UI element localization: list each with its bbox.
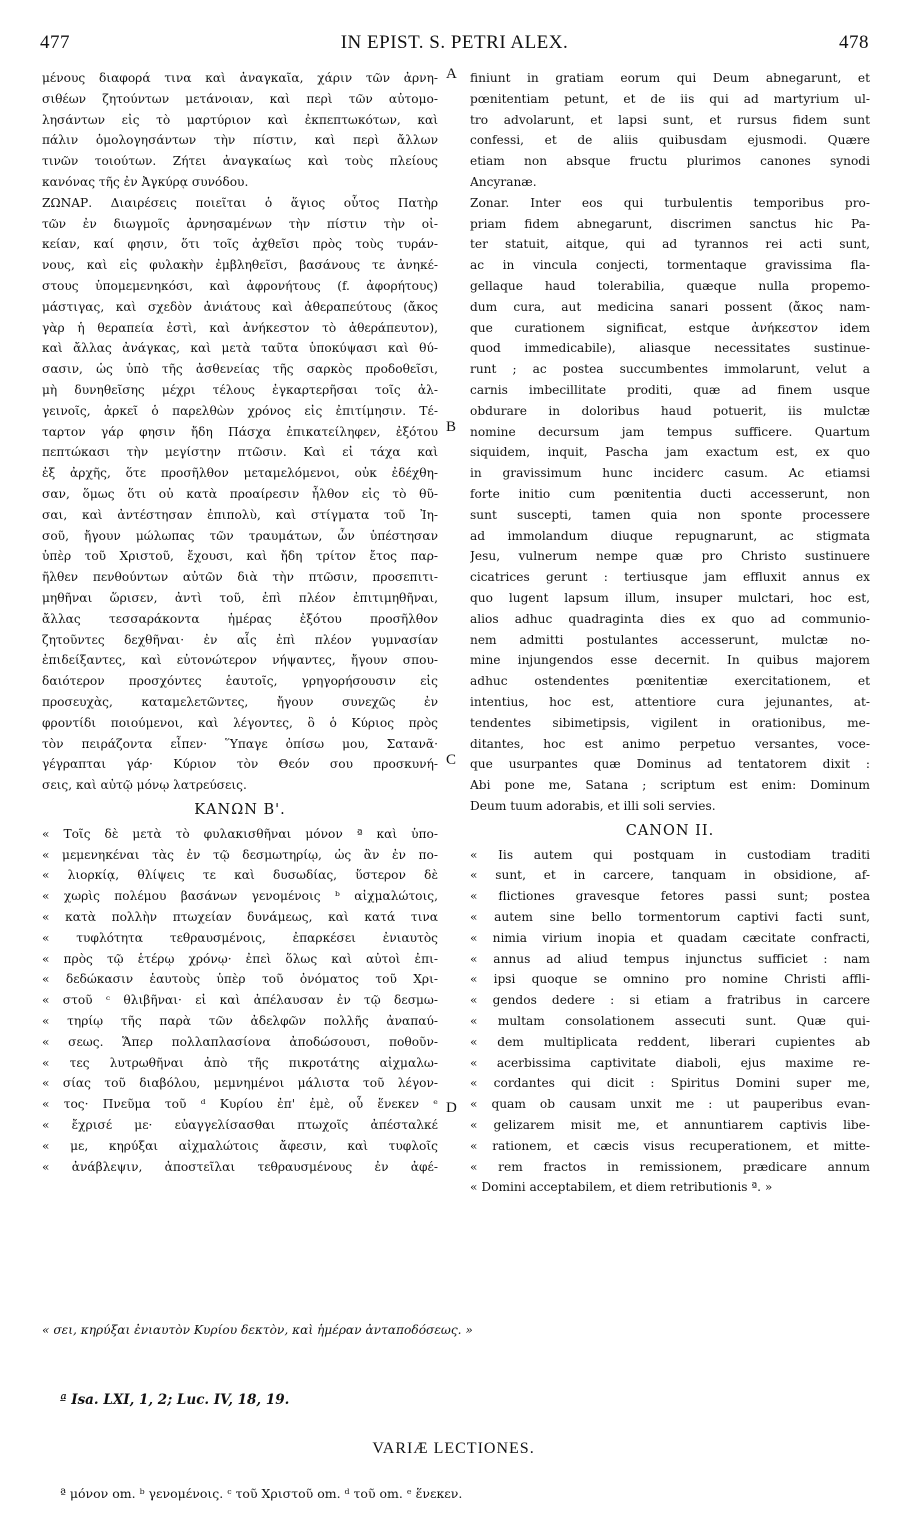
canon-line: « Domini acceptabilem, et diem retributionis ª. » — [470, 1180, 773, 1195]
text-line: τινῶν τοιούτων. Ζήτει ἀναγκαίως καὶ τοὺς πλείους — [42, 154, 438, 169]
margin-letter-a: A — [446, 66, 457, 82]
text-line: dum cura, aut medicina sanari possent (ἄκος nam- — [470, 299, 870, 314]
text-line: finiunt in gratiam eorum qui Deum abnegarunt, et — [470, 71, 870, 85]
text-line: carnis imbecillitate proditi, quæ ad finem usque — [470, 382, 870, 397]
text-line: runt ; ac postea succumbentes immolarunt, velut a — [470, 362, 870, 377]
canon-line: « Τοῖς δὲ μετὰ τὸ φυλακισθῆναι μόνον ª καὶ ὑπο- — [42, 826, 438, 841]
text-line: que curationem significat, estque ἀνήκεστον idem — [470, 320, 870, 335]
canon-line: « ipsi quoque se omnino pro nomine Christi affli- — [470, 972, 870, 987]
text-line: mine injungendos esse decernit. In quibus majorem — [470, 653, 870, 668]
text-line: quo lugent lapsum illum, insuper mulctari, hoc est, — [470, 590, 870, 605]
text-line: μένους διαφορά τινα καὶ ἀναγκαῖα, χάριν τῶν ἀρνη- — [42, 71, 438, 85]
canon-line: « rationem, et cæcis visus recuperationem, et mitte- — [470, 1138, 870, 1153]
canon-line: « nimia virium inopia et quadam cæcitate confracti, — [470, 930, 870, 945]
text-line: κείαν, καί φησιν, ὅτι τοῖς ἀχθεῖσι πρὸς τοὺς τυράν- — [42, 237, 438, 252]
running-title: IN EPIST. S. PETRI ALEX. — [340, 32, 569, 53]
canon-line: « χωρὶς πολέμου βασάνων γενομένοις ᵇ αἰχμαλώτοις, — [42, 889, 438, 904]
canon-line: « ἔχρισέ με· εὐαγγελίσασθαι πτωχοῖς ἀπέσταλκέ — [42, 1118, 438, 1133]
canon-line: « quam ob causam unxit me : ut pauperibus evan- — [470, 1097, 870, 1112]
canon-line: « flictiones gravesque fetores passi sunt; postea — [470, 889, 870, 904]
text-line: πάλιν ὁμολογησάντων τὴν πίστιν, καὶ περὶ ἄλλων — [42, 133, 438, 148]
text-line: Abi pone me, Satana ; scriptum est enim: Dominum — [470, 778, 870, 793]
canon-line: « rem fractos in remissionem, prædicare annum — [470, 1159, 870, 1174]
text-line: δαιότερον προσχόντες ἑαυτοῖς, γρηγορήσουσιν εἰς — [42, 674, 438, 689]
text-line: μηθῆναι ὥρισεν, ἀντὶ τοῦ, ἐπὶ πλέον ἐπιτιμηθῆναι, — [42, 590, 438, 605]
text-line: nomine decursum jam tempus sufficere. Quartum — [470, 424, 870, 439]
text-line: que usurpantes quæ Dominus ad tentatorem dixit : — [470, 757, 870, 772]
canon-line: « τυφλότητα τεθραυσμένοις, ἐπαρκέσει ἐνιαυτὸς — [42, 930, 438, 945]
text-line: ῆλθεν πενθούντων αὐτῶν διὰ τὴν πτῶσιν, προσεπιτι- — [42, 570, 438, 585]
text-line: tro advolarunt, et lapsi sunt, et rursus fidem sunt — [470, 112, 870, 127]
canon-line: « δεδώκασιν ἑαυτοὺς ὑπὲρ τοῦ ὀνόματος τοῦ Χρι- — [42, 972, 438, 987]
variae-lectiones-title: VARIÆ LECTIONES. — [372, 1440, 535, 1457]
canon-line: « με, κηρύξαι αἰχμαλώτοις ἄφεσιν, καὶ τυφλοῖς — [42, 1138, 438, 1153]
text-line: τὸν πειράζοντα εἶπεν· Ὕπαγε ὀπίσω μου, Σατανᾶ· — [42, 736, 438, 751]
margin-letter-d: D — [446, 1100, 457, 1116]
canon-line: « autem sine bello tormentorum captivi facti sunt, — [470, 910, 870, 925]
text-line: quod immedicabile), aliasque necessitates sustinue- — [470, 341, 870, 356]
text-line: forte initio cum pœnitentia ducti accesserunt, non — [470, 486, 870, 501]
canon-line: « σίας τοῦ διαβόλου, μεμνημένοι μάλιστα τοῦ λέγον- — [42, 1076, 438, 1091]
text-line: adhuc ostendentes pœnitentiæ exercitationem, et — [470, 674, 870, 689]
canon-line: « acerbissima captivitate diaboli, ejus maxime re- — [470, 1055, 870, 1070]
page-number-left: 477 — [40, 32, 70, 53]
canon-line: « cordantes qui dicit : Spiritus Domini super me, — [470, 1076, 870, 1091]
canon-line: « στοῦ ᶜ θλιβῆναι· εἰ καὶ ἀπέλαυσαν ἐν τῷ δεσμω- — [42, 993, 438, 1008]
text-line: tendentes sibimetipsis, vigilent in orationibus, me- — [470, 715, 870, 730]
text-line: πεπτώκασι τὴν μεγίστην πτῶσιν. Καὶ εἰ τάχα καὶ — [42, 445, 438, 460]
text-line: Ancyranæ. — [470, 174, 537, 189]
margin-letter-b: B — [446, 419, 457, 435]
text-line: ac in vincula conjecti, tormentaque gravissima fla- — [470, 258, 870, 273]
canon-line: « κατὰ πολλὴν πτωχείαν δυνάμεως, καὶ κατά τινα — [42, 910, 438, 925]
text-line: σοῦ, ἤγουν μώλωπας τῶν τραυμάτων, ὧν ὑπέστησαν — [42, 528, 438, 543]
text-line: σαι, καὶ ἀντέστησαν ἐπιπολὺ, καὶ στίγματα τοῦ Ἰη- — [42, 507, 438, 522]
text-line: σασιν, ὡς ὑπὸ τῆς ἀσθενείας τῆς σαρκὸς προδοθεῖσι, — [42, 362, 438, 377]
text-line: nem admitti postulantes accesserunt, mulctæ no- — [470, 632, 870, 647]
latin-column — [470, 68, 870, 1198]
text-line: λησάντων εἰς τὸ μαρτύριον καὶ ἐκπεπτωκότων, καὶ — [42, 112, 438, 127]
canon-line: « annus ad aliud tempus injunctus sufficiet : nam — [470, 951, 870, 966]
text-line: Zonar. Inter eos qui turbulentis temporibus pro- — [470, 195, 870, 210]
text-line: cicatrices gerunt : tertiusque jam effluxit annus ex — [470, 570, 870, 585]
text-line: ditantes, hoc est animo perpetuo versantes, voce- — [470, 736, 870, 751]
canon-line: « λιορκίᾳ, θλίψεις τε καὶ δυσωδίας, ὕστερον δὲ — [42, 868, 438, 883]
text-line: pœnitentiam petunt, et de iis qui ad martyrium ul- — [470, 91, 870, 106]
text-line: ἄλλας τεσσαράκοντα ἡμέρας ἐξότου προσῆλθον — [42, 611, 438, 626]
canon-line: « πρὸς τῷ ἑτέρῳ χρόνῳ· ἐπεὶ ὅλως καὶ αὐτοὶ ἐπι- — [42, 951, 438, 966]
text-line: etiam non absque fructu plurimos canones synodi — [470, 154, 870, 169]
text-line: μάστιγας, καὶ σχεδὸν ἀνιάτους καὶ ἀθεραπεύτους (ἄκος — [42, 299, 438, 314]
canon-line: « Iis autem qui postquam in custodiam traditi — [470, 847, 870, 862]
text-line: ἐξ ἀρχῆς, ὅτε προσῆλθον μεταμελόμενοι, οὐκ ἐδέχθη- — [42, 466, 438, 481]
text-line: κανόνας τῆς ἐν Ἀγκύρᾳ συνόδου. — [42, 174, 249, 189]
canon-line: « μεμενηκέναι τὰς ἐν τῷ δεσμωτηρίῳ, ὡς ἂν ἐν πο- — [42, 847, 438, 862]
text-line: confessi, et de aliis quibusdam ejusmodi. Quære — [470, 133, 870, 148]
canon-line: « gendos dedere : si etiam a fratribus in carcere — [470, 993, 870, 1008]
page-number-right: 478 — [839, 32, 869, 53]
canon-line: « σεως. Ἅπερ πολλαπλασίονα ἀποδώσουσι, ποθοῦν- — [42, 1034, 438, 1049]
text-line: καὶ ἄλλας ἀνάγκας, καὶ μετὰ ταῦτα ὑποκύψασι καὶ θύ- — [42, 341, 438, 356]
text-line: ταρτον γάρ φησιν ἤδη Πάσχα ἐπικατείληφεν, ἐξότου — [42, 424, 438, 439]
text-line: alios adhuc quadraginta dies ex quo ad communio- — [470, 611, 870, 626]
text-line: ἐπιδείξαντες, καὶ εὐτονώτερον νήψαντες, ἤγουν σπου- — [42, 653, 438, 668]
canon-line: « τηρίῳ τῆς παρὰ τῶν ἀδελφῶν πολλῆς ἀναπαύ- — [42, 1014, 438, 1029]
text-line: intentius, hoc est, attentiore cura jejunantes, at- — [470, 694, 870, 709]
text-line: ζητοῦντες δεχθῆναι· ἐν αἷς ἐπὶ πλέον γυμνασίαν — [42, 632, 438, 647]
text-line: νους, καὶ εἰς φυλακὴν ἐμβληθεῖσι, βασάνους τε ἀνηκέ- — [42, 258, 438, 273]
text-line: σαν, ὅμως ὅτι οὐ κατὰ προαίρεσιν ἦλθον εἰς τὸ θῦ- — [42, 486, 438, 501]
final-greek-line: « σει, κηρύξαι ἐνιαυτὸν Κυρίου δεκτὸν, καὶ ἡμέραν ἀνταποδόσεως. » — [42, 1323, 473, 1337]
text-line: ὑπὲρ τοῦ Χριστοῦ, ἔχουσι, καὶ ἤδη τρίτον ἔτος παρ- — [42, 549, 438, 564]
text-line: ΖΩΝΑΡ. Διαιρέσεις ποιεῖται ὁ ἅγιος οὗτος Πατὴρ — [42, 195, 438, 210]
text-line: γὰρ ἡ θεραπεία ἐστὶ, καὶ ἀνήκεστον τὸ ἀθεράπευτον), — [42, 320, 438, 335]
running-head — [40, 32, 869, 58]
text-line: Jesu, vulnerum nempe quæ pro Christo sustinuere — [470, 549, 870, 564]
canon-line: « gelizarem misit me, et annuntiarem captivis libe- — [470, 1118, 870, 1133]
text-line: γεινοῖς, ἀρκεῖ ὁ παρελθὼν χρόνος εἰς ἐπιτίμησιν. Τέ- — [42, 403, 438, 418]
text-line: Deum tuum adorabis, et illi soli servies. — [470, 798, 716, 813]
text-line: τῶν ἐν διωγμοῖς ἀρνησαμένων τὴν πίστιν τὴν οἰ- — [42, 216, 438, 231]
text-line: priam fidem abnegarunt, discrimen sanctus hic Pa- — [470, 216, 870, 231]
text-line: φροντίδι ποιούμενοι, καὶ λέγοντες, ὃ ὁ Κύριος πρὸς — [42, 715, 438, 730]
text-line: στους ὑπομεμενηκόσι, καὶ ἀφρονήτους (f. ἀφορήτους) — [42, 278, 438, 293]
text-line: προσευχὰς, καταμελετῶντες, ἤγουν συνεχῶς ἐν — [42, 694, 438, 709]
text-line: siquidem, inquit, Pascha jam exactum est, ex quo — [470, 445, 870, 460]
canon-line: « τος· Πνεῦμα τοῦ ᵈ Κυρίου ἐπ' ἐμὲ, οὗ ἕνεκεν ᵉ — [42, 1097, 438, 1112]
canon-line: « multam consolationem assecuti sunt. Quæ qui- — [470, 1014, 870, 1029]
text-line: γέγραπται γάρ· Κύριον τὸν Θεόν σου προσκυνή- — [42, 757, 438, 772]
text-line: μὴ δυνηθεῖσης μέχρι τέλους ἐγκαρτερῆσαι τοῖς ἀλ- — [42, 382, 438, 397]
canon-line: « τες λυτρωθῆναι ἀπὸ τῆς πικροτάτης αἰχμαλω- — [42, 1055, 438, 1070]
text-line: obdurare in doloribus haud potuerit, iis mulctæ — [470, 403, 870, 418]
text-line: gellaque haud tolerabilia, quæque nulla propemo- — [470, 278, 870, 293]
footnote: ª Isa. LXI, 1, 2; Luc. IV, 18, 19. — [60, 1392, 290, 1408]
variant-readings: ª μόνον om. ᵇ γενομένοις. ᶜ τοῦ Χριστοῦ om. ᵈ τοῦ om. ᵉ ἕνεκεν. — [60, 1486, 463, 1501]
text-line: ter statuit, aitque, qui ad tyrannos rei acti sunt, — [470, 237, 870, 252]
canon-heading: CANON II. — [625, 822, 715, 839]
margin-letter-c: C — [446, 752, 457, 768]
text-line: ad immolandum diuque repugnarunt, ac stigmata — [470, 528, 870, 543]
canon-line: « ἀνάβλεψιν, ἀποστεῖλαι τεθραυσμένους ἐν ἀφέ- — [42, 1159, 438, 1174]
text-line: sunt suscepti, tamen quia non sponte processere — [470, 507, 870, 522]
canon-heading: ΚΑΝΩΝ Β'. — [194, 801, 286, 818]
greek-column — [42, 68, 438, 1177]
canon-line: « dem multiplicata reddent, liberari cupientes ab — [470, 1034, 870, 1049]
text-line: σιθέων ζητούντων μετάνοιαν, καὶ περὶ τῶν αὐτομο- — [42, 91, 438, 106]
text-line: σεις, καὶ αὐτῷ μόνῳ λατρεύσεις. — [42, 778, 247, 793]
text-line: in gravissimum hunc inciderc casum. Ac etiamsi — [470, 466, 870, 481]
canon-line: « sunt, et in carcere, tanquam in obsidione, af- — [470, 868, 870, 883]
